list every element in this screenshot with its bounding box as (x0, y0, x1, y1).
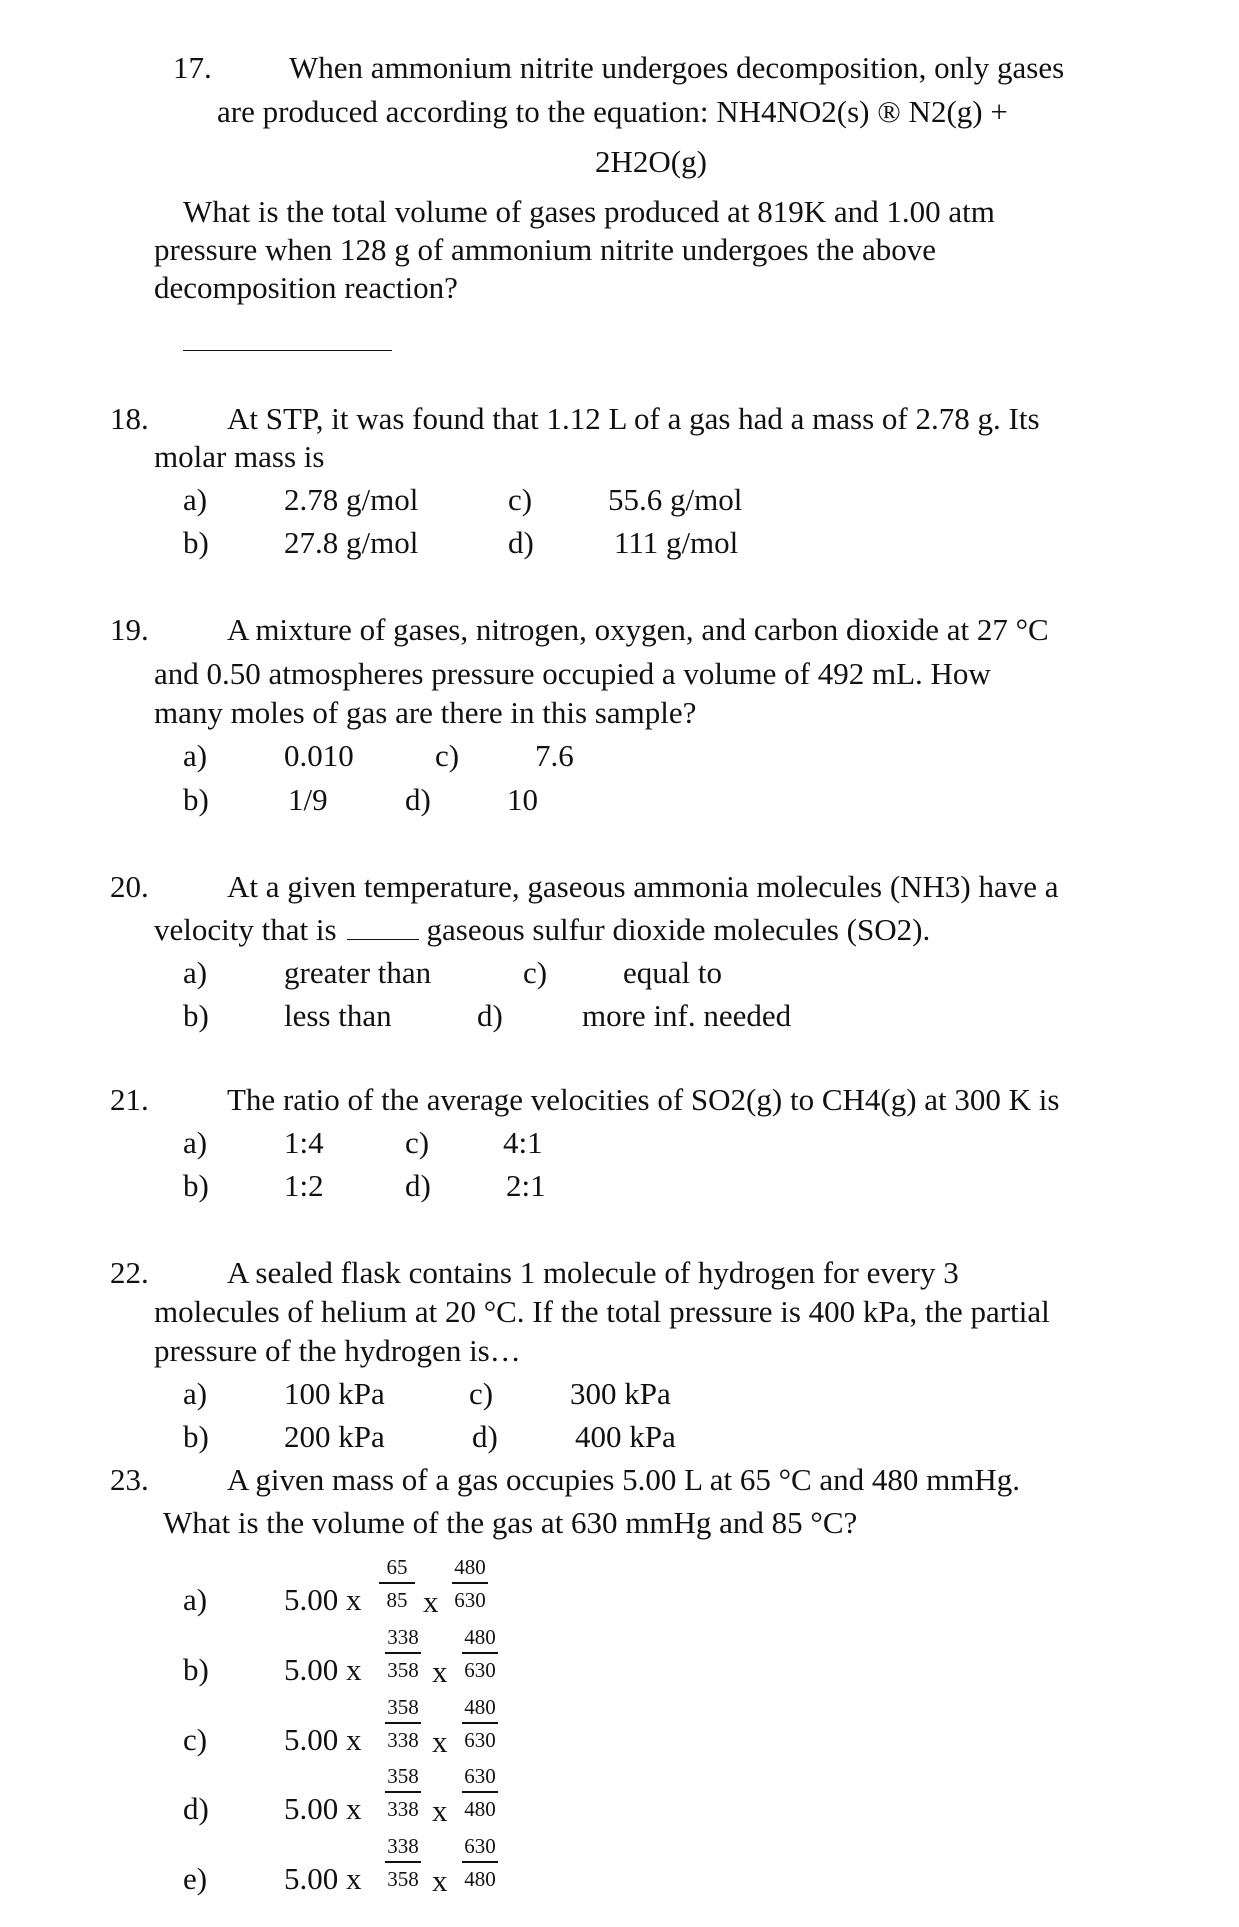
option-label: a) (183, 1582, 208, 1617)
option-label: b) (183, 1652, 209, 1687)
fraction-numerator: 65 (386, 1555, 408, 1579)
option-prefix: 5.00 x (284, 1722, 362, 1757)
fraction-numerator: 630 (464, 1834, 496, 1858)
question-number: 20. (110, 869, 149, 904)
fraction-bar (462, 1652, 498, 1654)
option-label: b) (183, 525, 209, 560)
question-text: A given mass of a gas occupies 5.00 L at 65 °C and 480 mmHg. (227, 1462, 1021, 1497)
fraction-bar (379, 1582, 415, 1584)
option-text: 7.6 (535, 738, 574, 773)
question-text: molecules of helium at 20 °C. If the total pressure is 400 kPa, the partial (154, 1294, 1050, 1329)
option-text: 10 (507, 782, 538, 817)
fraction-bar (385, 1722, 421, 1724)
answer-blank (347, 939, 419, 940)
question-text: A sealed flask contains 1 molecule of hydrogen for every 3 (227, 1255, 959, 1290)
option-label: c) (523, 955, 548, 990)
fraction-denominator: 338 (387, 1796, 419, 1821)
option-label: d) (508, 525, 534, 560)
question-number: 22. (110, 1255, 149, 1290)
question-text: pressure when 128 g of ammonium nitrite undergoes the above (154, 232, 936, 267)
fraction-numerator: 480 (454, 1555, 486, 1579)
option-prefix: 5.00 x (284, 1791, 362, 1826)
fraction-denominator: 630 (464, 1657, 496, 1682)
option-label: e) (183, 1861, 208, 1896)
option-label: d) (472, 1419, 498, 1454)
question-text: At STP, it was found that 1.12 L of a gas had a mass of 2.78 g. Its (227, 401, 1040, 436)
fraction-denominator: 630 (464, 1727, 496, 1752)
equation-products: 2H2O(g) (595, 144, 707, 179)
fraction-denominator: 85 (386, 1587, 408, 1612)
fraction-numerator: 630 (464, 1764, 496, 1788)
option-text: 2:1 (506, 1168, 546, 1203)
option-label: d) (183, 1791, 209, 1826)
option-prefix: 5.00 x (284, 1582, 362, 1617)
question-text: What is the volume of the gas at 630 mmHg and 85 °C? (163, 1505, 858, 1540)
times-sign: x (432, 1724, 448, 1759)
option-label: c) (435, 738, 460, 773)
option-label: a) (183, 1376, 208, 1411)
question-number: 23. (110, 1462, 149, 1497)
option-text: 100 kPa (284, 1376, 385, 1411)
fraction-bar (385, 1791, 421, 1793)
option-text: 1:4 (284, 1125, 324, 1160)
fraction (381, 1697, 425, 1751)
option-text: 4:1 (503, 1125, 543, 1160)
option-label: a) (183, 482, 208, 517)
option-text: 400 kPa (575, 1419, 676, 1454)
question-text: The ratio of the average velocities of SO2(g) to CH4(g) at 300 K is (227, 1082, 1060, 1117)
times-sign: x (432, 1654, 448, 1689)
option-prefix: 5.00 x (284, 1652, 362, 1687)
fraction (458, 1697, 502, 1751)
option-label: d) (477, 998, 503, 1033)
times-sign: x (432, 1793, 448, 1828)
fraction-denominator: 338 (387, 1727, 419, 1752)
option-text: 2.78 g/mol (284, 482, 419, 517)
option-label: c) (469, 1376, 494, 1411)
option-text: 111 g/mol (614, 525, 739, 560)
option-label: c) (508, 482, 533, 517)
question-text: At a given temperature, gaseous ammonia molecules (NH3) have a (227, 869, 1059, 904)
fraction (381, 1836, 425, 1890)
fraction-numerator: 358 (387, 1695, 419, 1719)
fraction-numerator: 338 (387, 1834, 419, 1858)
fraction-denominator: 358 (387, 1866, 419, 1891)
fraction-bar (462, 1861, 498, 1863)
question-text: are produced according to the equation: NH4NO2(s) ® N2(g) + (217, 94, 1008, 129)
question-number: 17. (173, 50, 212, 85)
question-text: gaseous sulfur dioxide molecules (SO2). (426, 912, 931, 947)
question-number: 21. (110, 1082, 149, 1117)
option-text: 1:2 (284, 1168, 324, 1203)
question-text-line (154, 914, 930, 945)
option-text: more inf. needed (582, 998, 792, 1033)
fraction (375, 1557, 419, 1611)
fraction (381, 1766, 425, 1820)
option-text: greater than (284, 955, 432, 990)
fraction (381, 1627, 425, 1681)
fraction-bar (452, 1582, 488, 1584)
option-label: b) (183, 998, 209, 1033)
times-sign: x (423, 1584, 439, 1619)
fraction-numerator: 480 (464, 1695, 496, 1719)
fraction-numerator: 338 (387, 1625, 419, 1649)
question-text: pressure of the hydrogen is… (154, 1333, 521, 1368)
option-label: a) (183, 1125, 208, 1160)
question-text: molar mass is (154, 439, 325, 474)
fraction (458, 1627, 502, 1681)
question-text: many moles of gas are there in this sample? (154, 695, 697, 730)
fraction (458, 1836, 502, 1890)
answer-blank (183, 350, 392, 351)
fraction-numerator: 480 (464, 1625, 496, 1649)
option-label: d) (405, 782, 431, 817)
fraction-bar (385, 1652, 421, 1654)
option-text: 55.6 g/mol (608, 482, 743, 517)
fraction-bar (462, 1791, 498, 1793)
option-label: b) (183, 1419, 209, 1454)
option-label: c) (183, 1722, 208, 1757)
question-text: and 0.50 atmospheres pressure occupied a volume of 492 mL. How (154, 656, 991, 691)
times-sign: x (432, 1863, 448, 1898)
fraction-denominator: 480 (464, 1796, 496, 1821)
option-label: c) (405, 1125, 430, 1160)
question-number: 19. (110, 612, 149, 647)
fraction-bar (385, 1861, 421, 1863)
fraction (458, 1766, 502, 1820)
question-text: decomposition reaction? (154, 270, 458, 305)
option-text: 200 kPa (284, 1419, 385, 1454)
question-text: velocity that is (154, 912, 337, 947)
option-text: 0.010 (284, 738, 354, 773)
option-label: a) (183, 738, 208, 773)
option-label: a) (183, 955, 208, 990)
fraction-denominator: 480 (464, 1866, 496, 1891)
fraction-denominator: 630 (454, 1587, 486, 1612)
option-text: 27.8 g/mol (284, 525, 419, 560)
option-text: 1/9 (288, 782, 328, 817)
question-text: When ammonium nitrite undergoes decomposition, only gases (289, 50, 1065, 85)
option-label: b) (183, 1168, 209, 1203)
fraction-bar (462, 1722, 498, 1724)
option-text: 300 kPa (570, 1376, 671, 1411)
fraction (448, 1557, 492, 1611)
fraction-denominator: 358 (387, 1657, 419, 1682)
option-label: b) (183, 782, 209, 817)
question-text: What is the total volume of gases produced at 819K and 1.00 atm (183, 194, 995, 229)
question-text: A mixture of gases, nitrogen, oxygen, and carbon dioxide at 27 °C (227, 612, 1049, 647)
option-text: equal to (623, 955, 722, 990)
option-prefix: 5.00 x (284, 1861, 362, 1896)
fraction-numerator: 358 (387, 1764, 419, 1788)
question-number: 18. (110, 401, 149, 436)
option-text: less than (284, 998, 392, 1033)
option-label: d) (405, 1168, 431, 1203)
